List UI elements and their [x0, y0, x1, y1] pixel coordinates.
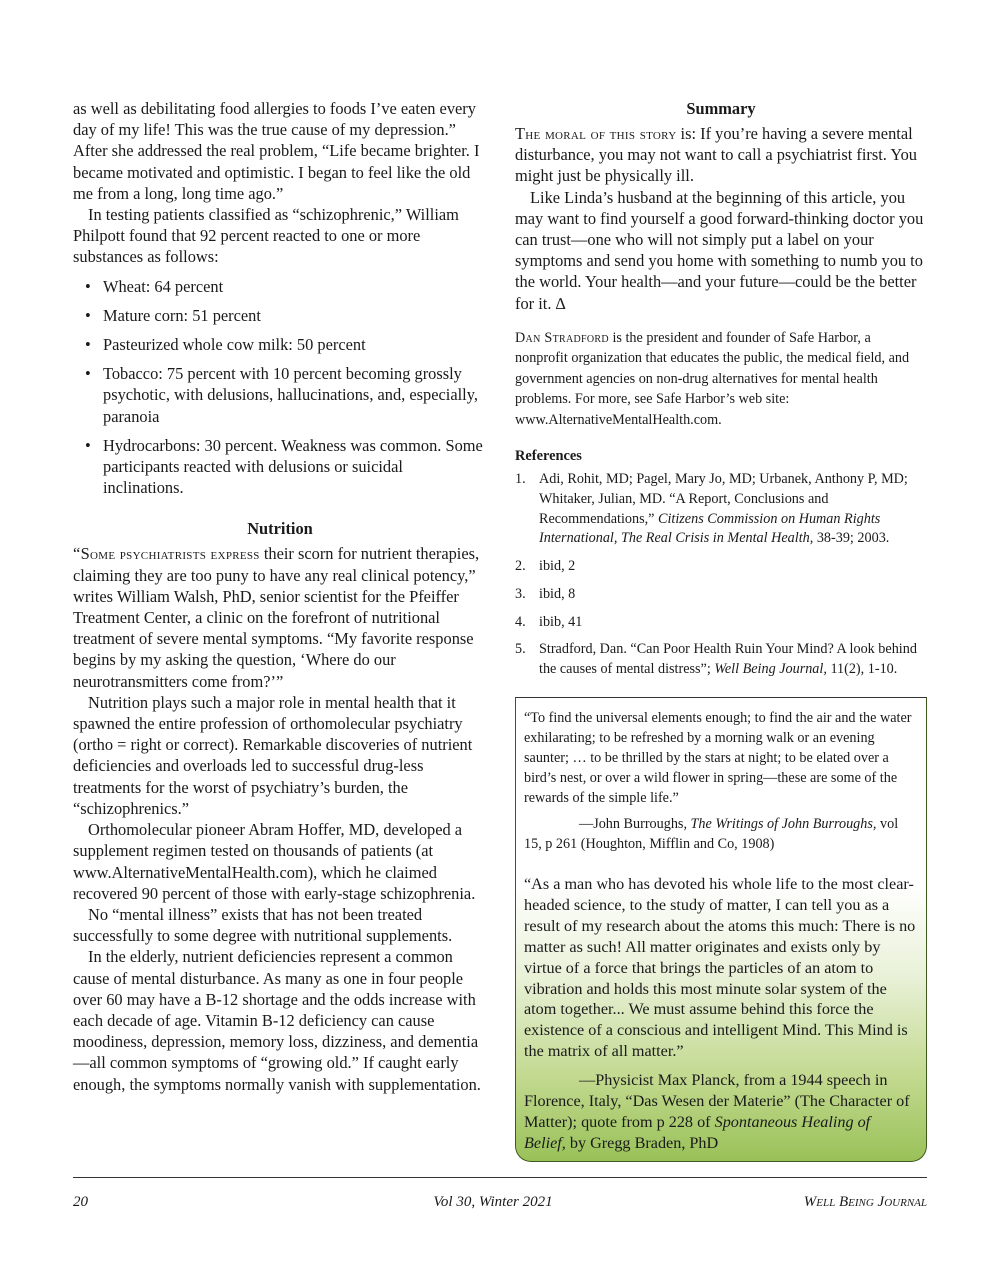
attribution-author: —John Burroughs,	[579, 816, 691, 832]
list-item: • Wheat: 64 percent	[73, 276, 487, 297]
paragraph-walsh-text: their scorn for nutrient therapies, claiming they are too puny to have any real clinical potency,” writes William Walsh, PhD, senior scientist for the Pfeiffer Treatment Center, a clinic on the forefront of nutritional treatment of severe mental symptoms. “My favorite response begins by my asking the question, ‘Where do our neurotransmitters come from?’”	[73, 544, 480, 691]
paragraph-elderly: In the elderly, nutrient deficiencies represent a common cause of mental disturbance. As many as one in four people over 60 may have a B-12 shortage and the odds increase with each decade of age. Vitamin B-12 deficiency can cause moodiness, depression, memory loss, dizziness, and dementia—all common symptoms of “growing old.” If caught early enough, the symptoms normally vanish with supplementation.	[73, 947, 481, 1094]
reference-tail: 38-39; 2003.	[813, 530, 890, 547]
reference-text: ibid, 8	[539, 585, 576, 602]
reference-text: Stradford, Dan. “Can Poor Health Ruin Your Mind? A look behind the causes of mental distress”;	[539, 641, 917, 677]
author-bio-text: is the president and founder of Safe Harbor, a nonprofit organization that educates the public, the medical field, and government agencies on non-drug alternatives for mental health problems. For more, see Safe Harbor’s web site: www.AlternativeMentalHealth.com.	[515, 329, 910, 428]
paragraph-conclusion: Like Linda’s husband at the beginning of this article, you may want to find yourself a good forward-thinking doctor you can trust—one who will not simply put a label on your symptoms and send you home with something to numb you to the world. Your health—and your future—could be the better for it. ∆	[515, 187, 924, 313]
reference-number: 3.	[515, 585, 526, 602]
lead-in: “Some psychiatrists express	[73, 544, 260, 564]
attribution-title: The Writings of John Burroughs,	[690, 816, 877, 832]
reference-number: 4.	[515, 613, 526, 630]
attribution-title: Spontaneous Healing of Belief,	[524, 1112, 871, 1152]
footer-rule	[73, 1177, 927, 1178]
quote-burroughs-attribution	[524, 814, 916, 854]
quote-planck-attribution	[524, 1070, 916, 1154]
list-item: • Mature corn: 51 percent	[73, 305, 487, 326]
paragraph-philpott: In testing patients classified as “schizophrenic,” William Philpott found that 92 percent reacted to one or more substances as follows:	[73, 205, 459, 267]
references-heading: References	[515, 448, 582, 465]
paragraph-allergies: as well as debilitating food allergies to foods I’ve eaten every day of my life! This was the true cause of my depression.” After she addressed the real problem, “Life became brighter. I became motivated and optimistic. I began to feel like the old me from a long, long time ago.”	[73, 99, 480, 203]
right-column	[515, 98, 927, 688]
references-list	[515, 470, 927, 679]
lead-in: The moral of this story	[515, 124, 677, 143]
reference-tail: 11(2), 1-10.	[826, 660, 898, 677]
page-number: 20	[73, 1194, 88, 1210]
reference-item	[515, 557, 927, 577]
quote-burroughs: “To find the universal elements enough; to find the air and the water exhilarating; to be refreshed by a morning walk or an evening saunter; … to be thrilled by the stars at night; to be elated over a bird’s nest, or over a wild flower in spring—these are some of the rewards of the simple life.”	[524, 710, 912, 806]
attribution-source: vol 15, p 261 (Houghton, Mifflin and Co, 1908)	[524, 816, 899, 852]
reference-item	[515, 613, 927, 633]
reference-number: 1.	[515, 471, 526, 488]
attribution-source: by Gregg Braden, PhD	[565, 1133, 719, 1152]
reference-source: Well Being Journal,	[714, 660, 827, 677]
paragraph-orthomolecular: Nutrition plays such a major role in mental health that it spawned the entire profession of orthomolecular psychiatry (ortho = right or correct). Remarkable discoveries of nutrient deficiencies and overloads led to successful drug-less treatments for the worst of psychiatry’s burden, the “schizophrenics.”	[73, 692, 473, 818]
paragraph-walsh	[73, 543, 487, 691]
reference-source: Citizens Commission on Human Rights International, The Real Crisis in Mental Health,	[539, 510, 881, 547]
paragraph-supplements: No “mental illness” exists that has not been treated successfully to some degree with nutritional supplements.	[73, 904, 453, 946]
list-item: • Pasteurized whole cow milk: 50 percent	[73, 334, 487, 355]
issue-label: Vol 30, Winter 2021	[433, 1194, 553, 1210]
reference-text: ibid, 2	[539, 558, 576, 575]
reference-item	[515, 585, 927, 605]
quote-planck: “As a man who has devoted his whole life to the most clear-headed science, to the study of matter, I can tell you as a result of my research about the atoms this much: There is no matter as such! All matter originates and exists only by virtue of a force that brings the particles of an atom to vibration and holds this most minute solar system of the atom together... We must assume behind this force the existence of a conscious and intelligent Mind. This Mind is the matrix of all matter.”	[524, 875, 916, 1061]
summary-heading: Summary	[686, 99, 756, 118]
paragraph-moral	[515, 123, 927, 187]
paragraph-hoffer: Orthomolecular pioneer Abram Hoffer, MD, developed a supplement regimen tested on thousands of patients (at www.AlternativeMentalHealth.com), which he claimed recovered 90 percent of those with early-stage schizophrenia.	[73, 820, 476, 903]
author-name: Dan Stradford	[515, 329, 609, 346]
reference-item	[515, 640, 927, 679]
author-bio	[515, 328, 927, 431]
nutrition-heading: Nutrition	[247, 519, 313, 539]
quote-box	[515, 698, 927, 1162]
list-item: • Tobacco: 75 percent with 10 percent becoming grossly psychotic, with delusions, hallucinations, and, especially, paranoia	[73, 363, 487, 427]
reference-text: Adi, Rohit, MD; Pagel, Mary Jo, MD; Urbanek, Anthony P, MD; Whitaker, Julian, MD. “A Report, Conclusions and Recommendations,”	[539, 471, 908, 527]
reference-item	[515, 470, 927, 549]
left-column	[73, 98, 487, 1095]
journal-name: Well Being Journal	[803, 1194, 927, 1210]
reference-number: 2.	[515, 558, 526, 575]
reference-text: ibib, 41	[539, 613, 583, 630]
substance-list	[73, 276, 487, 499]
paragraph-moral-text: is: If you’re having a severe mental disturbance, you may not want to call a psychiatrist first. You might just be physically ill.	[515, 124, 917, 186]
reference-number: 5.	[515, 641, 526, 658]
attribution-author: —Physicist Max Planck, from a 1944 speech in Florence, Italy, “Das Wesen der Materie” (The Character of Matter); quote from p 228 of	[524, 1071, 910, 1131]
list-item: • Hydrocarbons: 30 percent. Weakness was common. Some participants reacted with delusions or suicidal inclinations.	[73, 435, 487, 499]
